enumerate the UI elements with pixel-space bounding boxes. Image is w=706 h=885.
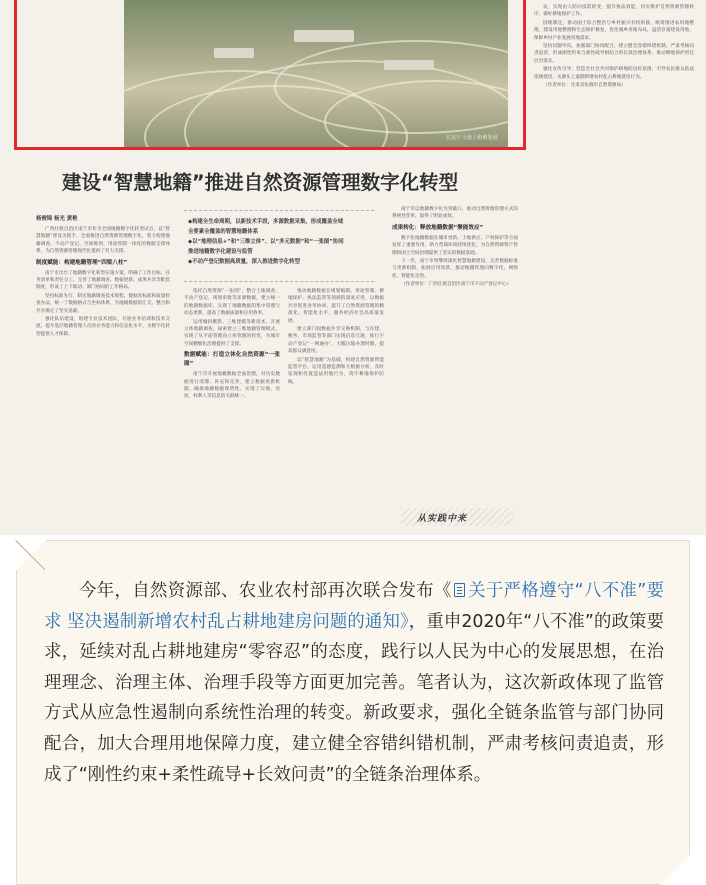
body-paragraph: 坚持问题导向，加强部门协同配合，建立健全容错纠错机制，严肃考核问责追责，形成刚性约束与柔性疏导相结合的长效治理体系，推动耕地保护责任层层落实。 xyxy=(534,44,694,64)
pull-quote-line: ◆构建全生命周期，以新技术手段，多源数据采集，形成覆盖全域 xyxy=(188,219,344,225)
body-paragraph: 运用倾斜摄影、三维建模等新技术，开展立体地籍调查，探索建立三维地籍管理模式，实现了从平面管理向立体管理的转变，为城市空间精细化治理提供了支撑。 xyxy=(184,319,280,347)
body-paragraph: 南宁市开展地籍数据全面治理，对历史数据进行清理、补充和完善，建立数据更新机制，确保地籍数据现势性，实现了宗地、房屋、权利人等信息的关联统一。 xyxy=(184,372,280,400)
document-icon xyxy=(454,583,465,597)
body-paragraph: 广西壮族自治区南宁市作为全国地籍数字化转型试点，以“智慧地籍”建设为抓手，全面推进自然资源管理数字化，着力构建地籍调查、不动产登记、空间规划、用途管制一体化的数据支撑体系，为自然资源管理现代化提供了有力支撑。 xyxy=(36,227,170,255)
terraced-fields-photo xyxy=(124,0,508,147)
body-paragraph: 以“智慧地籍”为基础，构建自然资源智能监管平台，运用遥感监测和大数据分析，及时发现和处置违法用地行为，筑牢耕地保护防线。 xyxy=(288,357,384,385)
commentary-paragraph xyxy=(44,576,664,790)
body-paragraph: 坚持标准先行，制定地籍调查技术规程、数据库标准和质量检查办法，统一了数据格式与坐标体系，为地籍数据的汇交、整合和共享奠定了坚实基础。 xyxy=(36,293,170,314)
middle-column xyxy=(184,288,280,526)
commentary-lead: 今年，自然资源部、农业农村部再次联合发布《 xyxy=(79,581,452,601)
section-heading: 制度赋能：构建地籍管理“四梁八柱” xyxy=(36,259,128,266)
body-paragraph: 建立部门间数据共享交换机制，与住建、税务、市场监管等部门实现信息互通，推行不动产登记“一网通办”，大幅压缩办理时限，提高群众满意度。 xyxy=(288,327,384,355)
far-right-column xyxy=(534,4,694,528)
section-heading: 成果转化：释放地籍数据“聚能效应” xyxy=(392,224,484,231)
left-column xyxy=(36,226,170,526)
body-paragraph: 南宁市以地籍数字化为突破口，推动自然资源管理方式的系统性变革，取得了明显成效。 xyxy=(392,207,518,220)
body-paragraph: 强化队伍建设，组建专业技术团队，开展业务培训和技术交流，提升基层地籍管理人员的业务能力和信息化水平，为数字化转型提供人才保障。 xyxy=(36,317,170,337)
article-authors: 杨俊锦 杨光 黄艳 xyxy=(36,216,78,222)
section-ribbon xyxy=(401,508,513,526)
pull-quote-line: 推进地籍数字化建设与监管 xyxy=(188,249,253,255)
right-column xyxy=(392,206,518,504)
photo-caption: 在这片土地上和谐发展 xyxy=(445,135,498,141)
article-headline: 建设“智慧地籍”推进自然资源管理数字化转型 xyxy=(62,171,459,194)
middle2-column xyxy=(288,288,384,526)
card-corner-fold-top-left xyxy=(16,540,46,570)
section-heading: 数据赋能：打造立体化自然资源“一张图” xyxy=(184,352,280,368)
section-ribbon-text: 从实践中来 xyxy=(417,514,468,524)
card-border-top xyxy=(46,540,690,541)
body-paragraph: 强化宣传引导，营造全社会共同保护耕地的良好氛围，引导农民群众依法依规建房，从源头上遏制新增农村乱占耕地建房行为。 xyxy=(534,67,694,80)
card-corner-fold-bottom-right xyxy=(660,855,690,885)
body-paragraph: 依托自然资源“一张图”，整合土地调查、不动产登记、规划审批等多源数据，建立统一的地籍数据库，实现了地籍数据的集中管理与动态更新，提高了数据质量和应用效率。 xyxy=(184,289,280,317)
body-paragraph: （作者单位：甘肃省张掖市自然资源局） xyxy=(543,83,626,89)
body-paragraph: 因地制宜，推动国土综合整治与乡村振兴有机衔接，统筹推进农用地整理、建设用地整理和生态保护修复，优化城乡用地布局，盘活存量建设用地，保障乡村产业发展用地需求。 xyxy=(534,20,694,41)
commentary-body: ，重申2020年“八不准”的政策要求，延续对乱占耕地建房“零容忍”的态度，践行以人民为中心的发展思想，在治理理念、治理主体、治理手段等方面更加完善。笔者认为，这次新政体现了监管方式从应急性遏制向系统性治理的转变。新政要求，强化全链条监管与部门协同配合，加大合理用地保障力度，建立健全容错纠错机制，严肃考核问责追责，形成了“刚性约束+柔性疏导+长效问责”的全链条治理体系。 xyxy=(44,611,664,785)
body-paragraph: 南宁市出台了地籍数字化转型实施方案，明确了工作目标、任务清单和责任分工，完善了地籍调查、数据更新、成果共享等配套制度，形成了上下联动、部门协同的工作格局。 xyxy=(36,270,170,291)
body-paragraph: 发，实现由人防向技防转变，提升执法效能，切实维护自然资源管理秩序，做好耕地保护工作。 xyxy=(534,5,694,18)
body-paragraph: 推动地籍数据在规划编制、用途管制、耕地保护、执法监管等领域的深度应用，以数据共享促进业务协同，提升了自然资源管理的精准化、智能化水平，服务经济社会高质量发展。 xyxy=(288,289,384,324)
notice-document-title: 关于严格遵守“八不准”要求 坚决遏制新增农村乱占耕地建房问题的通知》 xyxy=(44,581,664,632)
card-border-left xyxy=(16,570,17,885)
card-border-right xyxy=(689,540,690,855)
body-paragraph: （作者单位：广西壮族自治区南宁市不动产登记中心） xyxy=(401,282,512,288)
pull-quote xyxy=(184,210,374,282)
pull-quote-line: ◆以“地理信息+”和“三维立体”、以“多元数据”和“一张图”协同 xyxy=(188,239,344,245)
commentary-card xyxy=(16,540,690,885)
pull-quote-line: 全要素全覆盖的智慧地籍体系 xyxy=(188,229,259,235)
pull-quote-line: ◆不动产登记数据高质量，深入推进数字化转型 xyxy=(188,259,300,265)
body-paragraph: 数字化地籍数据在城市更新、土地供应、产权保护等方面发挥了重要作用，助力营商环境持续优化，为自然资源资产管理和国土空间治理提供了坚实的数据基础。 xyxy=(392,235,518,256)
body-paragraph: 下一步，南宁市将继续深化智慧地籍建设，完善数据标准与更新机制，拓展应用场景，推动地籍管理向数字化、网络化、智能化迈进。 xyxy=(392,259,518,279)
